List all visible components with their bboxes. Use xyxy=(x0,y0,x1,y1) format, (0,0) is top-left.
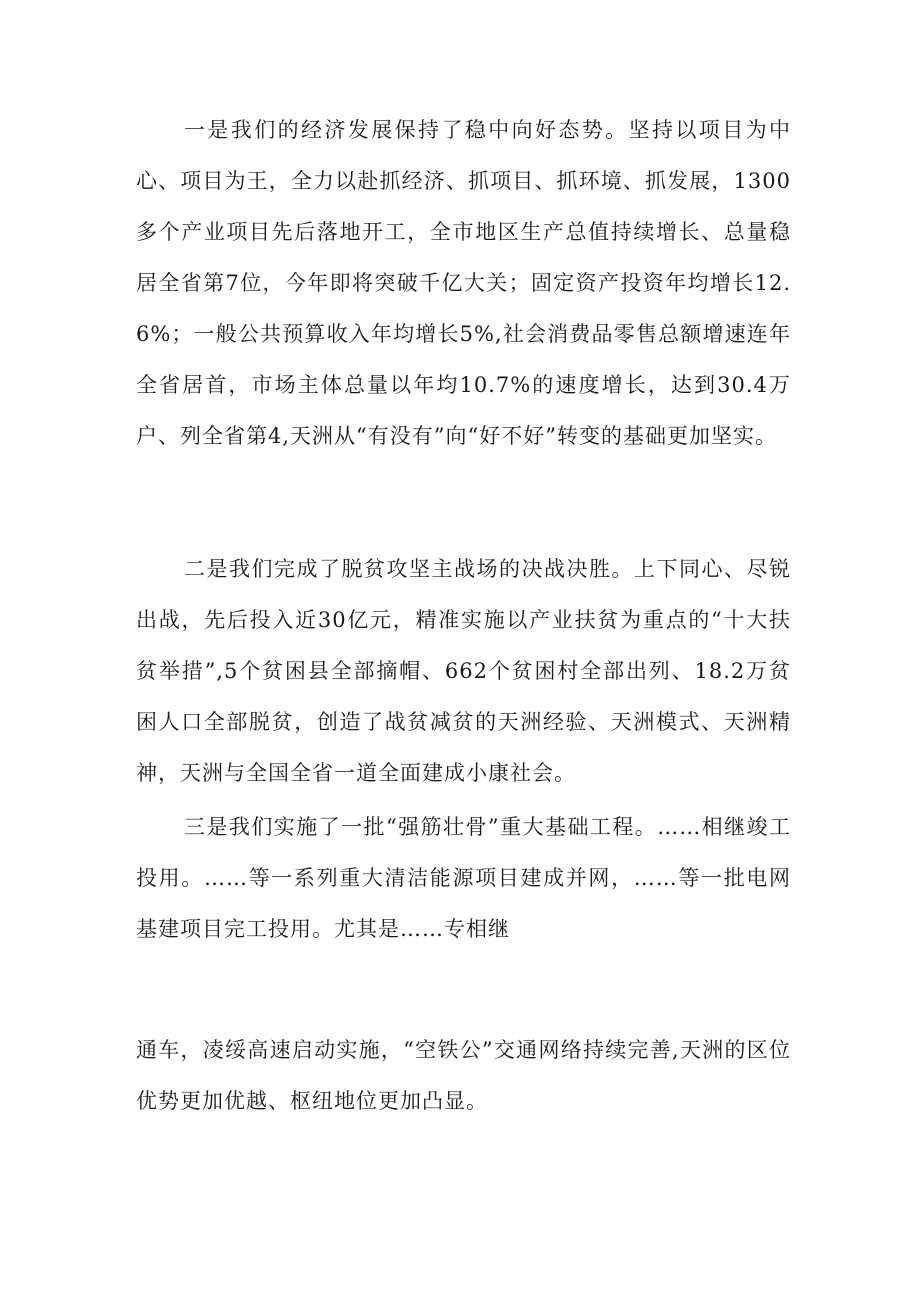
paragraph-transport: 通车，凌绥高速启动实施，“空铁公”交通网络持续完善,天洲的区位优势更加优越、枢纽地位更加凸显。 xyxy=(136,1038,791,1113)
paragraph-poverty: 二是我们完成了脱贫攻坚主战场的决战决胜。上下同心、尽锐出战，先后投入近30亿元，精准实施以产业扶贫为重点的“十大扶贫举措”,5个贫困县全部摘帽、662个贫困村全部出列、18.2万贫困人口全部脱贫，创造了战贫减贫的天洲经验、天洲模式、天洲精神，天洲与全国全省一道全面建成小康社会。 xyxy=(136,557,791,785)
paragraph-economy: 一是我们的经济发展保持了稳中向好态势。坚持以项目为中心、项目为王，全力以赴抓经济、抓项目、抓环境、抓发展，1300多个产业项目先后落地开工，全市地区生产总值持续增长、总量稳居全省第7位，今年即将突破千亿大关；固定资产投资年均增长12.6%；一般公共预算收入年均增长5%,社会消费品零售总额增速连年全省居首，市场主体总量以年均10.7%的速度增长，达到30.4万户、列全省第4,天洲从“有没有”向“好不好”转变的基础更加坚实。 xyxy=(136,118,791,448)
paragraph-infrastructure: 三是我们实施了一批“强筋壮骨”重大基础工程。……相继竣工投用。……等一系列重大清洁能源项目建成并网，……等一批电网基建项目完工投用。尤其是……专相继 xyxy=(136,815,791,941)
